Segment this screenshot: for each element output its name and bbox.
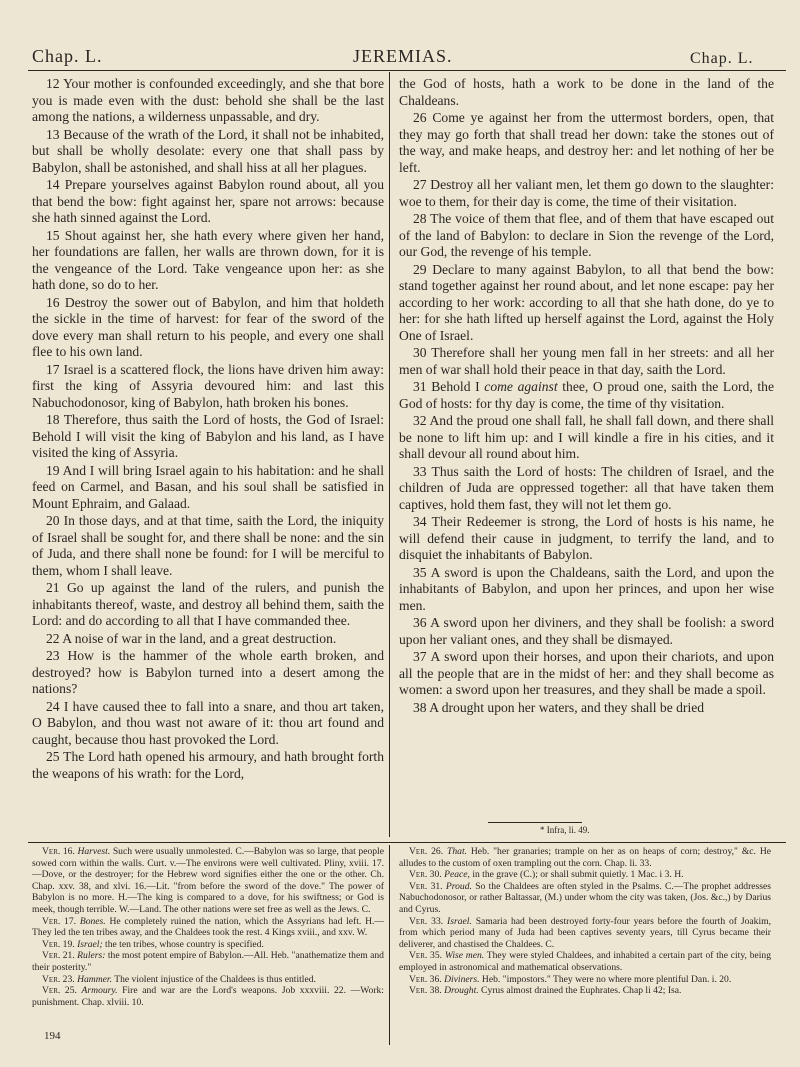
footnote-verse-ref: Ver. 21. [42,950,75,962]
footnote-term: Israel; [77,938,103,950]
verse: 20 In those days, and at that time, saith the Lord, the iniquity of Israel shall be sought for, and there shall be none: and the sin of Juda, and there shall none be found: for I will be merciful to them, whom I shall leave. [32,513,384,578]
header-book-title: JEREMIAS. [353,46,453,66]
page-number: 194 [44,1030,61,1042]
verse: 27 Destroy all her valiant men, let them go down to the slaughter: woe to them, for their day is come, the time of their visitation. [399,177,774,209]
footnote-rule [28,842,786,843]
footnote [399,846,771,869]
footnote-verse-ref: Ver. 30. [409,869,442,881]
verse: 34 Their Redeemer is strong, the Lord of hosts is his name, he will defend their cause in judgment, to terrify the land, and to disquiet the inhabitants of Babylon. [399,514,774,562]
footnote [399,916,771,951]
footnote-verse-ref: Ver. 35. [409,950,443,962]
verse: 37 A sword upon their horses, and upon their chariots, and upon all the people that are in the midst of her: and they shall become as women: a sword upon her treasures, and they shall be made a spoil. [399,649,774,697]
verse: 18 Therefore, thus saith the Lord of hosts, the God of Israel: Behold I will visit the king of Babylon and his land, as I have visited the king of Assyria. [32,412,384,460]
cross-reference-note: * Infra, li. 49. [540,825,590,835]
footnote-term: Israel. [447,915,472,927]
verse: 25 The Lord hath opened his armoury, and hath brought forth the weapons of his wrath: for the Lord, [32,749,384,781]
verse: 12 Your mother is confounded exceedingly, and she that bore you is made even with the dust: behold she shall be the last among the nations, a wilderness unpassable, and dry. [32,76,384,124]
verse: 30 Therefore shall her young men fall in her streets: and all her men of war shall hold their peace in that day, saith the Lord. [399,345,774,377]
verse-emphasis: come against [484,379,558,394]
cross-reference-rule [488,822,582,823]
verse: 35 A sword is upon the Chaldeans, saith the Lord, and upon the inhabitants of Babylon, and upon her princes, and upon her wise men. [399,564,774,613]
verse: 23 How is the hammer of the whole earth broken, and destroyed? how is Babylon turned into a desert among the nations? [32,648,384,696]
footnote-text: Such were usually unmolested. C.—Babylon was so large, that people sowed corn within the walls. Curt. v.—The environs were well cultivated. Pliny, xviii. 17.—Dove, or the destroyer; for the Hebrew word signifies either the one or the other. Ch. Chap. xxv. 38, and xlvi. 16.—Lit. "from before the sword of the dove." The power of Babylon is no more. H.—The king is compared to a dove, for his swiftness; or God is meek, though terrible. W.—Land. The other nations were set free as well as the Jews. C. [32,846,384,915]
left-column [32,76,384,838]
verse: 16 Destroy the sower out of Babylon, and him that holdeth the sickle in the time of harvest: for fear of the sword of the dove every man shall return to his people, and every one shall flee to his own land. [32,294,384,359]
footnote-verse-ref: Ver. 17. [42,915,77,927]
verse-text: thee, O proud one, saith the Lord, the God of hosts: for thy day is come, the time of thy visitation. [399,379,774,411]
verse: 13 Because of the wrath of the Lord, it shall not be inhabited, but shall be wholly desolate: every one that shall pass by Babylon, shall be astonished, and shall hiss at all her plagues. [32,126,384,175]
verse: 38 A drought upon her waters, and they shall be dried [413,699,705,715]
footnotes-right [399,846,771,1046]
right-column [399,76,774,821]
footnote-term: Proud. [445,880,472,892]
footnote-verse-ref: Ver. 38. [409,985,442,997]
verse-text: 31 Behold I [413,379,485,394]
footnote [32,916,384,939]
footnote-text: Heb. "her granaries; trample on her as on heaps of corn; destroy," &c. He alludes to the custom of oxen trampling out the corn. Chap. li. 33. [399,846,771,869]
footnote-verse-ref: Ver. 31. [409,880,443,892]
verse [399,379,774,412]
verse: 28 The voice of them that flee, and of them that have escaped out of the land of Babylon: to declare in Sion the revenge of the Lord, our God, the revenge of his temple. [399,211,774,259]
footnote-text: the ten tribes, whose country is specified. [102,938,264,950]
footnote-term: Peace, [444,869,470,881]
verse: 33 Thus saith the Lord of hosts: The children of Israel, and the children of Juda are oppressed together: all that have taken them captives, hold them fast, they will not let them go. [399,463,774,512]
footnote-verse-ref: Ver. 36. [409,973,442,985]
footnote-text: the most potent empire of Babylon.—All. Heb. "anathematize them and their posterity." [32,950,384,973]
verse: 19 And I will bring Israel again to his habitation: and he shall feed on Carmel, and Basan, and his soul shall be satisfied in Mount Ephraim, and Galaad. [32,462,384,511]
footnote-term: Harvest. [77,846,111,857]
column-divider [389,72,390,837]
verse: 15 Shout against her, she hath every where given her hand, her foundations are fallen, her walls are thrown down, for it is the vengeance of the Lord. Take vengeance upon her: as she hath done, so do to her. [32,227,384,292]
footnote-verse-ref: Ver. 26. [409,846,444,857]
footnote [32,974,384,986]
footnote-divider [389,845,390,1045]
footnote-verse-ref: Ver. 19. [42,938,75,950]
footnote [32,846,384,916]
footnote-term: Hammer. [77,973,112,985]
verse: 22 A noise of war in the land, and a great destruction. [46,630,337,646]
footnote [399,985,771,997]
verse: 36 A sword upon her diviners, and they shall be foolish: a sword upon her valiant ones, and they shall be dismayed. [399,615,774,647]
footnote-verse-ref: Ver. 23. [42,973,75,985]
header-rule [28,70,786,71]
footnote [32,950,384,973]
verse: 26 Come ye against her from the uttermost borders, open, that they may go forth that shall tread her down: take the stones out of the way, and make heaps, and destroy her: and let nothing of her be left. [399,110,774,175]
footnote [399,950,771,973]
header-chapter-right: Chap. L. [690,50,754,67]
footnote-term: Diviners. [444,973,480,985]
verse: 32 And the proud one shall fall, he shall fall down, and there shall be none to lift him up: and I will kindle a fire in his cities, and it shall devour all round about him. [399,413,774,461]
footnote-text: Fire and war are the Lord's weapons. Job xxxviii. 22. —Work: punishment. Chap. xlviii. 10. [32,985,384,1008]
footnote [32,939,384,951]
footnote-verse-ref: Ver. 16. [42,846,75,857]
footnote-text: They were styled Chaldees, and inhabited a certain part of the city, being employed in astronomical and mathematical observations. [399,950,771,973]
verse: 29 Declare to many against Babylon, to all that bend the bow: stand together against her round about, and let none escape: pay her according to her work: according to all that she hath done, do ye to her: for she hath lifted up herself against the Lord, against the Holy One of Israel. [399,261,774,343]
footnote [32,985,384,1008]
footnote [399,974,771,986]
verse: 17 Israel is a scattered flock, the lions have driven him away: first the king of Assyria devoured him: and last this Nabuchodonosor, king of Babylon, hath broken his bones. [32,361,384,410]
footnote-term: Wise men. [444,950,485,962]
footnote [399,881,771,916]
footnote-term: Bones. [79,915,106,927]
footnote [399,869,771,881]
footnote-term: Rulers: [77,950,106,962]
footnote-text: Heb. "impostors." They were no where more plentiful Dan. i. 20. [479,973,732,985]
footnotes-left [32,846,384,1029]
footnote-term: Armoury. [81,985,118,997]
footnote-term: That. [447,846,468,857]
verse: 21 Go up against the land of the rulers, and punish the inhabitants thereof, waste, and destroy all behind them, saith the Lord: and do according to all that I have commanded thee. [32,580,384,628]
footnote-text: Samaria had been destroyed forty-four years before the fourth of Joakim, from which period many of Juda had been captives seventy years, till Cyrus became their deliverer, and chastised the Chaldees. C. [399,915,771,950]
footnote-text: Cyrus almost drained the Euphrates. Chap li 42; Isa. [478,985,682,997]
footnote-term: Drought. [444,985,479,997]
header-chapter-left: Chap. L. [32,46,103,66]
footnote-text: The violent injustice of the Chaldees is thus entitled. [112,973,316,985]
verse: 14 Prepare yourselves against Babylon round about, all you that bend the bow: fight against her, spare not arrows: because she hath sinned against the Lord. [32,177,384,225]
footnote-text: in the grave (C.); or shall submit quietly. 1 Mac. i 3. H. [469,869,684,881]
footnote-verse-ref: Ver. 33. [409,915,444,927]
footnote-text: He completely ruined the nation, which the Assyrians had left. H.—They led the ten tribes away, and the Chaldees took the rest. 4 Kings xviii., and xxv. W. [32,915,384,939]
verse-continuation: the God of hosts, hath a work to be done in the land of the Chaldeans. [399,76,774,108]
footnote-verse-ref: Ver. 25. [42,985,77,997]
footnote-text: So the Chaldees are often styled in the Psalms. C.—The prophet addresses Nabuchodonosor, or rather Baltassar, (M.) under whom the city was taken, (Jos. &c.,) by Darius and Cyrus. [399,880,771,915]
verse: 24 I have caused thee to fall into a snare, and thou art taken, O Babylon, and thou wast not aware of it: thou art found and caught, because thou hast provoked the Lord. [32,698,384,747]
